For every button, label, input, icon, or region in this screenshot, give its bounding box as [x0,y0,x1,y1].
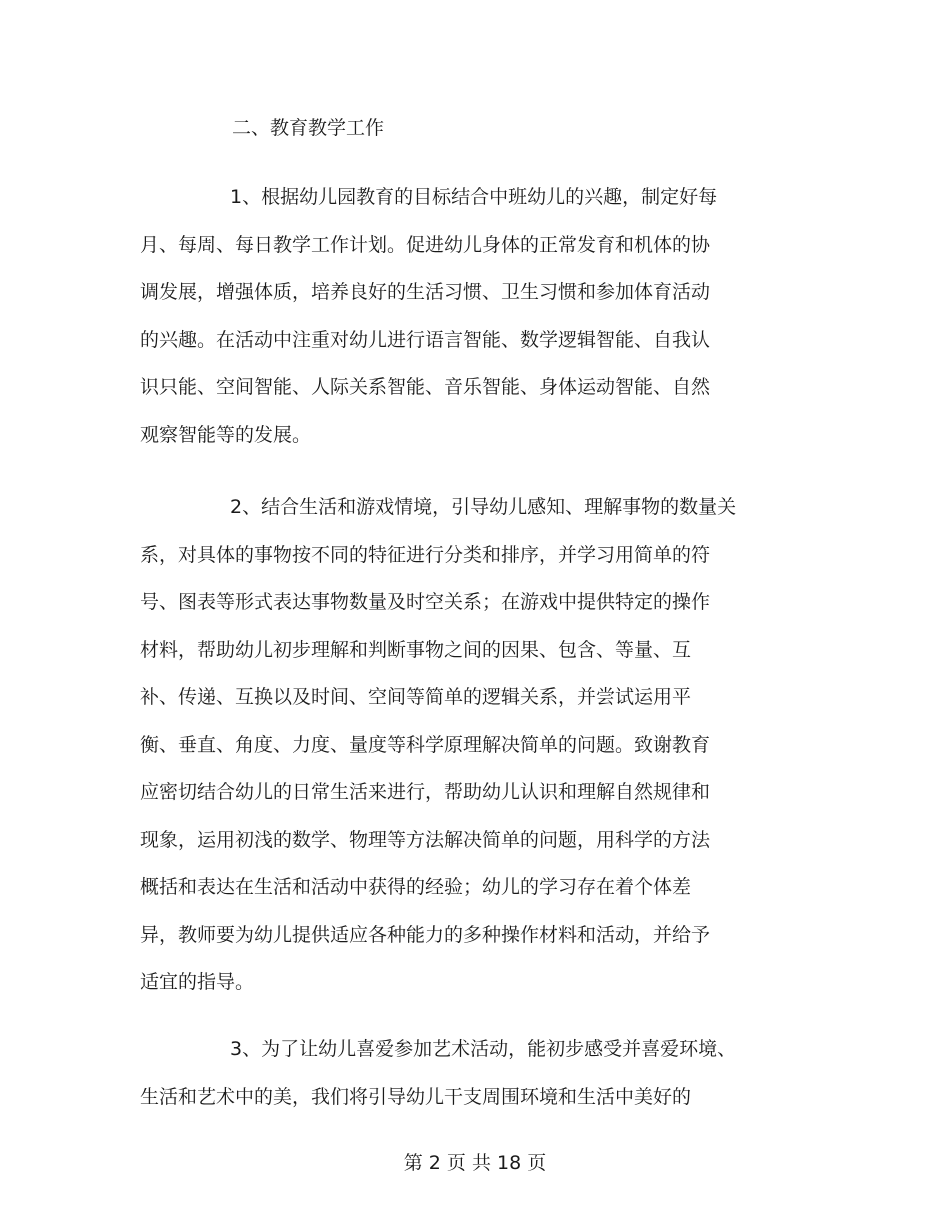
paragraph-line: 号、图表等形式表达事物数量及时空关系；在游戏中提供特定的操作 [140,591,711,613]
paragraph-line: 异，教师要为幼儿提供适应各种能力的多种操作材料和活动，并给予 [140,923,711,946]
paragraph-line: 生活和艺术中的美，我们将引导幼儿干支周围环境和生活中美好的 [140,1085,692,1108]
paragraph-line: 月、每周、每日教学工作计划。促进幼儿身体的正常发育和机体的协 [140,233,711,256]
paragraph-line: 现象，运用初浅的数学、物理等方法解决简单的问题，用科学的方法 [140,828,711,851]
paragraph-line: 调发展，增强体质，培养良好的生活习惯、卫生习惯和参加体育活动 [140,281,711,303]
paragraph-1 [140,174,780,459]
paragraph-line: 系，对具体的事物按不同的特征进行分类和排序，并学习用简单的符 [140,543,711,566]
paragraph-line: 识只能、空间智能、人际关系智能、音乐智能、身体运动智能、自然 [140,376,711,398]
paragraph-line: 概括和表达在生活和活动中获得的经验；幼儿的学习存在着个体差 [140,876,692,898]
paragraph-3 [140,1026,780,1121]
paragraph-line: 衡、垂直、角度、力度、量度等科学原理解决简单的问题。致谢教育 [140,733,711,756]
paragraph-line: 补、传递、互换以及时间、空间等简单的逻辑关系，并尝试运用平 [140,686,692,708]
paragraph-line: 3、为了让幼儿喜爱参加艺术活动，能初步感受并喜爱环境、 [230,1038,737,1060]
paragraph-2 [140,484,780,1007]
paragraph-line: 应密切结合幼儿的日常生活来进行，帮助幼儿认识和理解自然规律和 [140,781,711,803]
paragraph-line: 观察智能等的发展。 [140,423,312,446]
paragraph-line: 适宜的指导。 [140,971,255,993]
paragraph-line: 2、结合生活和游戏情境，引导幼儿感知、理解事物的数量关 [230,496,737,518]
paragraph-line: 的兴趣。在活动中注重对幼儿进行语言智能、数学逻辑智能、自我认 [140,328,711,351]
paragraph-line: 材料，帮助幼儿初步理解和判断事物之间的因果、包含、等量、互 [140,638,692,661]
section-heading: 二、教育教学工作 [232,117,385,139]
page-footer: 第 2 页 共 18 页 [403,1152,547,1174]
paragraph-line: 1、根据幼儿园教育的目标结合中班幼儿的兴趣，制定好每 [230,186,718,208]
